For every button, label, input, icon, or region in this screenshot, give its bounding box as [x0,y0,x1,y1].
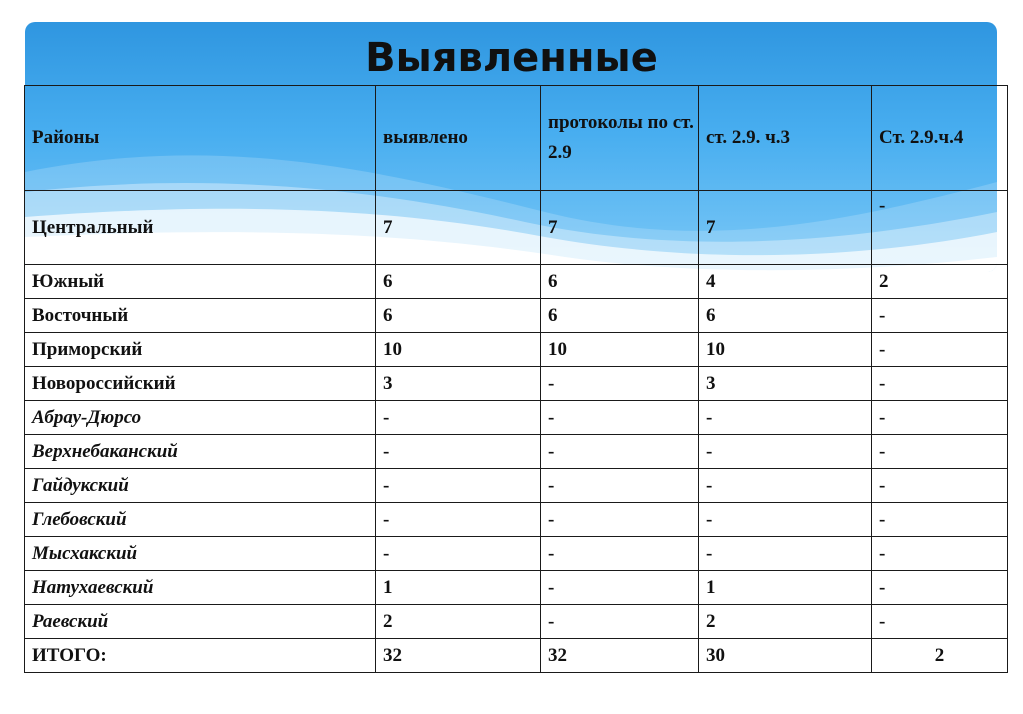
total-label: ИТОГО: [25,639,376,673]
protocols-value: - [541,401,699,435]
part4-value: - [872,571,1008,605]
protocols-value: - [541,605,699,639]
part3-value: 4 [699,265,872,299]
district-name: Гайдукский [25,469,376,503]
part4-value: - [872,605,1008,639]
part4-value: - [872,503,1008,537]
protocols-value: - [541,435,699,469]
protocols-value: - [541,537,699,571]
part4-value: - [872,435,1008,469]
part4-value: - [872,469,1008,503]
table-row [25,299,1008,333]
table-row [25,435,1008,469]
detected-value: 6 [376,299,541,333]
detected-value: 1 [376,571,541,605]
total-protocols-value: 32 [541,639,699,673]
part3-value: 2 [699,605,872,639]
district-name: Натухаевский [25,571,376,605]
part4-value: - [872,401,1008,435]
part3-value: - [699,435,872,469]
total-detected-value: 32 [376,639,541,673]
district-name: Глебовский [25,503,376,537]
detected-value: - [376,503,541,537]
header-cell-part3: ст. 2.9. ч.3 [699,86,872,191]
header-cell-districts: Районы [25,86,376,191]
part4-value: - [872,537,1008,571]
part4-value: - [872,191,1008,265]
detected-value: - [376,469,541,503]
district-name: Центральный [25,191,376,265]
detected-value: 10 [376,333,541,367]
protocols-value: 7 [541,191,699,265]
table-row [25,367,1008,401]
protocols-value: 10 [541,333,699,367]
part3-value: 10 [699,333,872,367]
part4-value: - [872,299,1008,333]
part3-value: 7 [699,191,872,265]
district-name: Восточный [25,299,376,333]
district-name: Абрау-Дюрсо [25,401,376,435]
district-name: Новороссийский [25,367,376,401]
part3-value: 1 [699,571,872,605]
header-cell-detected: выявлено [376,86,541,191]
part4-value: - [872,333,1008,367]
table-total-row [25,639,1008,673]
detected-value: 2 [376,605,541,639]
table-row [25,503,1008,537]
detected-violations-table [24,85,1008,673]
district-name: Раевский [25,605,376,639]
total-part3-value: 30 [699,639,872,673]
part3-value: - [699,401,872,435]
protocols-value: - [541,367,699,401]
detected-value: 3 [376,367,541,401]
table-row [25,571,1008,605]
protocols-value: - [541,571,699,605]
table-row [25,537,1008,571]
district-name: Южный [25,265,376,299]
part4-value: 2 [872,265,1008,299]
protocols-value: - [541,469,699,503]
part3-value: 6 [699,299,872,333]
district-name: Мысхакский [25,537,376,571]
detected-value: - [376,435,541,469]
table-row [25,401,1008,435]
part3-value: - [699,469,872,503]
protocols-value: - [541,503,699,537]
part4-value: - [872,367,1008,401]
part3-value: - [699,537,872,571]
detected-value: - [376,401,541,435]
table-row [25,191,1008,265]
total-part4-value: 2 [872,639,1008,673]
table-row [25,333,1008,367]
detected-value: 6 [376,265,541,299]
district-name: Верхнебаканский [25,435,376,469]
header-cell-part4: Ст. 2.9.ч.4 [872,86,1008,191]
table-row [25,469,1008,503]
district-name: Приморский [25,333,376,367]
detected-value: 7 [376,191,541,265]
part3-value: 3 [699,367,872,401]
protocols-value: 6 [541,299,699,333]
table-header-row [25,86,1008,191]
part3-value: - [699,503,872,537]
slide-title: Выявленные [365,35,658,81]
detected-value: - [376,537,541,571]
table-row [25,265,1008,299]
table-row [25,605,1008,639]
protocols-value: 6 [541,265,699,299]
header-cell-protocols: протоколы по ст. 2.9 [541,86,699,191]
